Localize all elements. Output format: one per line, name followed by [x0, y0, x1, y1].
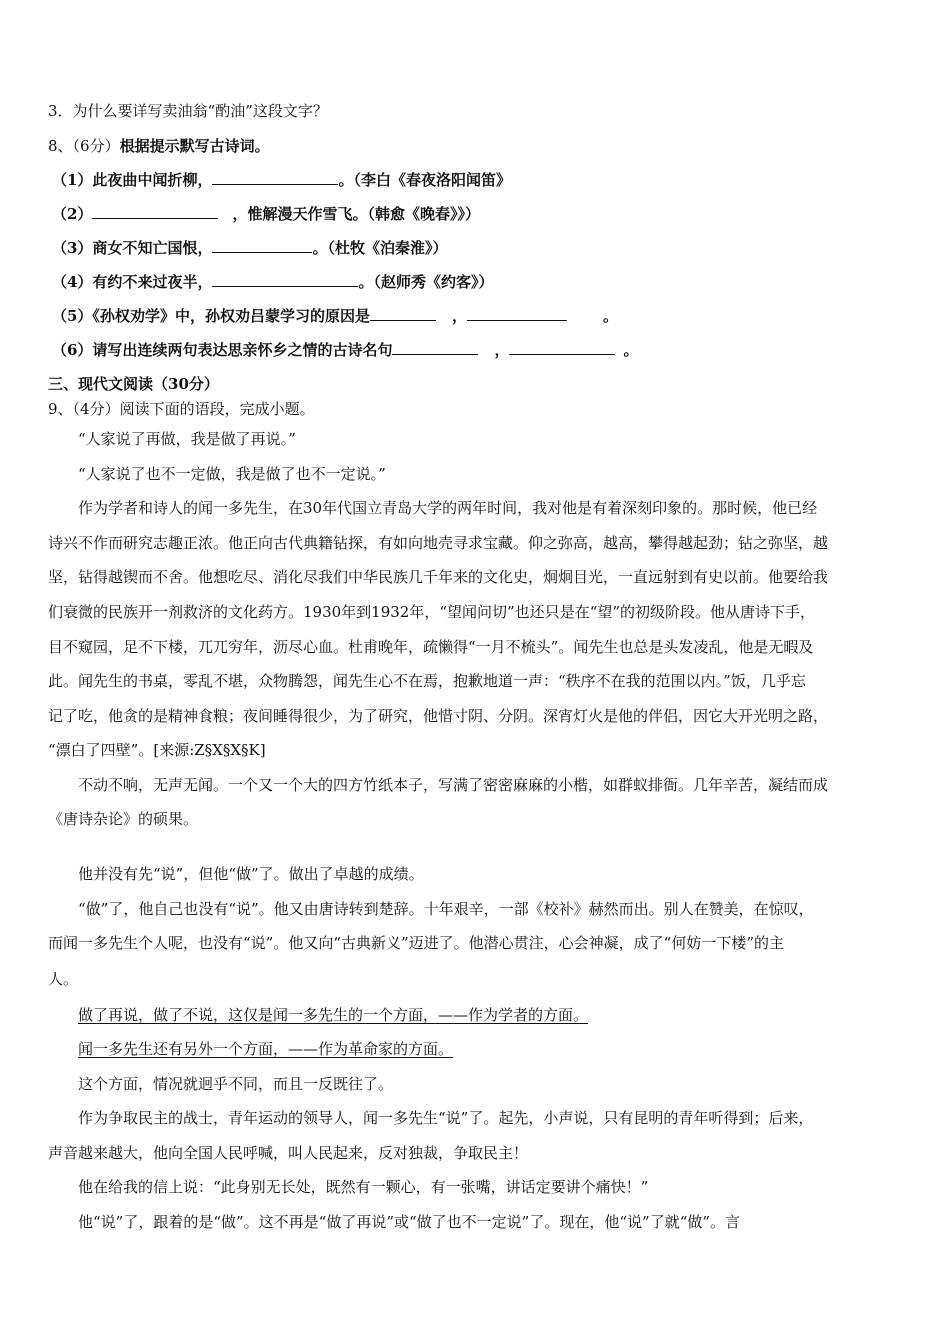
question-8-heading — [48, 136, 270, 156]
passage-p3-line-1: 作为学者和诗人的闻一多先生，在30年代国立青岛大学的两年时间，我对他是有着深刻印象的。那时候，他已经 — [78, 499, 818, 517]
passage-p10: 他“说”了，跟着的是“做”。这不再是“做了再说”或“做了也不一定说”了。现在，他“说”了就“做”。言 — [78, 1213, 741, 1231]
passage-underlined-2: 闻一多先生还有另外一个方面，——作为革命家的方面。 — [78, 1040, 454, 1058]
poem-item-6 — [52, 340, 638, 360]
passage-p6-line-1: “做”了，他自己也没有“说”。他又由唐诗转到楚辞。十年艰辛，一部《校补》赫然而出。别人在赞美，在惊叹， — [78, 900, 814, 918]
passage-p7: 这个方面，情况就迥乎不同，而且一反既往了。 — [78, 1075, 394, 1093]
poem-item-1 — [52, 170, 511, 190]
poem-item-4-prefix: （4）有约不来过夜半， — [52, 273, 213, 291]
poem-blank-4[interactable] — [212, 272, 358, 287]
poem-blank-5b[interactable] — [467, 306, 567, 321]
poem-item-3-suffix: 。（杜牧《泊秦淮》） — [312, 239, 448, 257]
passage-underlined-1: 做了再说，做了不说，这仅是闻一多先生的一个方面，——作为学者的方面。 — [78, 1006, 589, 1024]
poem-item-6-separator: ， — [494, 341, 510, 359]
poem-blank-2[interactable] — [92, 204, 218, 219]
poem-item-2 — [52, 204, 480, 224]
poem-item-4 — [52, 272, 493, 292]
poem-item-5-prefix: （5）《孙权劝学》中，孙权劝吕蒙学习的原因是 — [52, 307, 370, 325]
passage-p4-line-1: 不动不响，无声无闻。一个又一个大的四方竹纸本子，写满了密密麻麻的小楷，如群蚁排衙。几年辛苦，凝结而成 — [78, 776, 829, 794]
poem-blank-3[interactable] — [212, 238, 312, 253]
question-9-heading: 9、（4分）阅读下面的语段，完成小题。 — [48, 400, 315, 418]
poem-item-5-separator: ， — [451, 307, 467, 325]
poem-item-5 — [52, 306, 618, 326]
poem-item-2-suffix: ，惟解漫天作雪飞。（韩愈《晚春》》） — [232, 205, 480, 223]
passage-p6-line-2: 而闻一多先生个人呢，也没有“说”。他又向“古典新义”迈进了。他潜心贯注，心会神凝，成了“何妨一下楼”的主 — [48, 934, 785, 952]
passage-p3-line-3: 坚，钻得越锲而不舍。他想吃尽、消化尽我们中华民族几千年来的文化史，炯炯目光，一直远射到有史以前。他要给我 — [48, 568, 829, 586]
passage-p3-line-5: 目不窥园，足不下楼，兀兀穷年，沥尽心血。杜甫晚年，疏懒得“一月不梳头”。闻先生也总是头发凌乱，他是无暇及 — [48, 638, 814, 656]
passage-p9: 他在给我的信上说：“此身别无长处，既然有一颗心，有一张嘴，讲话定要讲个痛快！” — [78, 1178, 649, 1196]
poem-item-1-prefix: （1）此夜曲中闻折柳， — [52, 171, 213, 189]
passage-p5: 他并没有先“说”，但他“做”了。做出了卓越的成绩。 — [78, 865, 424, 883]
passage-p8-line-2: 声音越来越大，他向全国人民呼喊，叫人民起来，反对独裁，争取民主！ — [48, 1144, 529, 1162]
poem-item-1-suffix: 。（李白《春夜洛阳闻笛》 — [338, 171, 511, 189]
question-3: 3．为什么要详写卖油翁“酌油”这段文字？ — [48, 102, 328, 120]
passage-quote-2: “人家说了也不一定做，我是做了也不一定说。” — [78, 465, 386, 483]
poem-item-6-suffix: 。 — [623, 341, 639, 359]
section-3-heading: 三、现代文阅读（30分） — [48, 375, 219, 393]
passage-quote-1: “人家说了再做，我是做了再说。” — [78, 430, 296, 448]
passage-p3-line-6: 此。闻先生的书桌，零乱不堪，众物腾怨，闻先生心不在焉，抱歉地道一声：“秩序不在我的范围以内。”饭，几乎忘 — [48, 672, 806, 690]
poem-item-5-suffix: 。 — [602, 307, 618, 325]
passage-p3-line-8: “漂白了四壁”。[来源:Z§X§X§K] — [48, 741, 266, 759]
question-8-instruction: 根据提示默写古诗词。 — [119, 137, 270, 155]
poem-item-4-suffix: 。（赵师秀《约客》） — [358, 273, 494, 291]
poem-blank-6a[interactable] — [392, 340, 478, 355]
passage-p3-line-4: 们衰微的民族开一剂救济的文化药方。1930年到1932年，“望闻问切”也还只是在“望”的初级阶段。他从唐诗下手， — [48, 603, 816, 621]
passage-p4-line-2: 《唐诗杂论》的硕果。 — [48, 810, 199, 828]
poem-item-6-prefix: （6）请写出连续两句表达思亲怀乡之情的古诗名句 — [52, 341, 393, 359]
poem-blank-6b[interactable] — [509, 340, 615, 355]
passage-p3-line-7: 记了吃，他贪的是精神食粮；夜间睡得很少，为了研究，他惜寸阴、分阴。深宵灯火是他的伴侣，因它大开光明之路， — [48, 707, 829, 725]
passage-p3-line-2: 诗兴不作而研究志趣正浓。他正向古代典籍钻探，有如向地壳寻求宝藏。仰之弥高，越高，攀得越起劲；钻之弥坚，越 — [48, 534, 829, 552]
poem-blank-1[interactable] — [212, 170, 338, 185]
poem-blank-5a[interactable] — [370, 306, 436, 321]
poem-item-3-prefix: （3）商女不知亡国恨， — [52, 239, 213, 257]
passage-p8-line-1: 作为争取民主的战士，青年运动的领导人，闻一多先生“说”了。起先，小声说，只有昆明的青年听得到；后来， — [78, 1109, 814, 1127]
question-8-number: 8、（6分） — [48, 137, 120, 155]
poem-item-3 — [52, 238, 447, 258]
poem-item-2-prefix: （2） — [52, 205, 93, 223]
passage-p6-line-3: 人。 — [48, 970, 79, 988]
